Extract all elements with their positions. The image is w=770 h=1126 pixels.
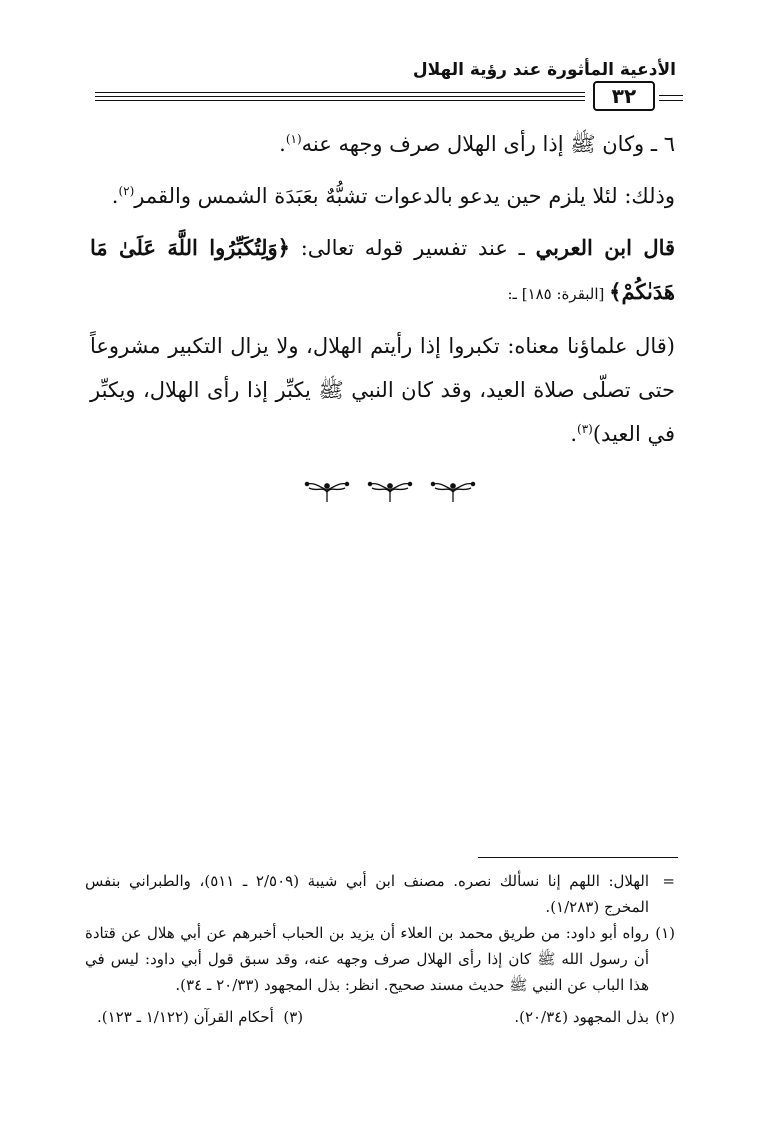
footnote-text: رواه أبو داود: من طريق محمد بن العلاء أن يزيد بن الحباب أخبرهم عن أبي هلال عن قتادة أن رسول الله ﷺ كان إذا رأى الهلال صرف وجهه عنه، وقد سبق قول أبي داود: ليس في هذا الباب عن النبي ﷺ حديث مسند صحيح. انظر: بذل المجهود (٢٠/٣٣ ـ ٣٤). [85, 924, 649, 994]
paragraph-text: ٦ ـ وكان ﷺ إذا رأى الهلال صرف وجهه عنه [301, 132, 675, 156]
paragraph-text: وذلك: لئلا يلزم حين يدعو بالدعوات تشبُّهٌ بعَبَدَة الشمس والقمر [134, 184, 675, 208]
footnotes [85, 868, 675, 1030]
footnote-continuation [85, 868, 675, 920]
paragraph-hadith [90, 122, 675, 166]
footnotes-2-3-row [85, 1004, 675, 1030]
header-rule [95, 100, 585, 101]
footnote-text: الهلال: اللهم إنا نسألك نصره. مصنف ابن أبي شيبة (٢/٥٠٩ ـ ٥١١)، والطبراني بنفس المخرج (١/٢٨٣). [85, 872, 650, 916]
footnote-3-text: أحكام القرآن (١/١٢٢ ـ ١٢٣). [97, 1008, 274, 1026]
paragraph-ibn-arabi [90, 226, 675, 316]
period: . [111, 184, 119, 208]
section-divider [300, 476, 480, 506]
paragraph-quote [90, 324, 675, 456]
fleuron-ornament-icon [431, 482, 474, 502]
header-rule [95, 92, 585, 93]
period: . [279, 132, 286, 156]
footnote-marker: (١) [285, 132, 302, 146]
footnote-1 [85, 920, 675, 998]
quran-verse: ﴿وَلِتُكَبِّرُوا اللَّهَ عَلَىٰ مَا هَدَىٰكُمْ﴾ [90, 235, 675, 304]
footnote-separator [478, 857, 678, 858]
header-rule [95, 96, 585, 97]
footnote-number: (١) [655, 924, 675, 942]
footnote-marker: (٢) [118, 184, 135, 198]
running-title: الأدعية المأثورة عند رؤية الهلال [412, 60, 676, 80]
header-rule [659, 95, 683, 96]
speaker-name: قال ابن العربي [535, 235, 676, 260]
fleuron-ornament-icon [368, 482, 411, 502]
verse-reference: [البقرة: ١٨٥] ـ: [507, 285, 610, 303]
footnote-marker: (٣) [577, 422, 593, 436]
main-text [90, 122, 675, 464]
footnote-number: (٢) [655, 1008, 675, 1026]
fleuron-ornament-icon [305, 482, 348, 502]
paragraph-reason [90, 174, 675, 218]
page-number: ٣٢ [593, 81, 655, 111]
footnote-3 [97, 1004, 303, 1030]
footnote-number: (٣) [283, 1008, 304, 1026]
period: . [570, 422, 578, 446]
paragraph-text: (قال علماؤنا معناه: تكبروا إذا رأيتم الهلال، ولا يزال التكبير مشروعاً حتى تصلّى صلاة العيد، وقد كان النبي ﷺ يكبِّر إذا رأى الهلال، ويكبِّر في العيد) [90, 334, 675, 446]
footnote-2-text: بذل المجهود (٢٠/٣٤). [514, 1008, 649, 1026]
continuation-mark: = [662, 872, 675, 890]
paragraph-text: ـ عند تفسير قوله تعالى: [289, 236, 536, 260]
header-rule [659, 100, 683, 101]
